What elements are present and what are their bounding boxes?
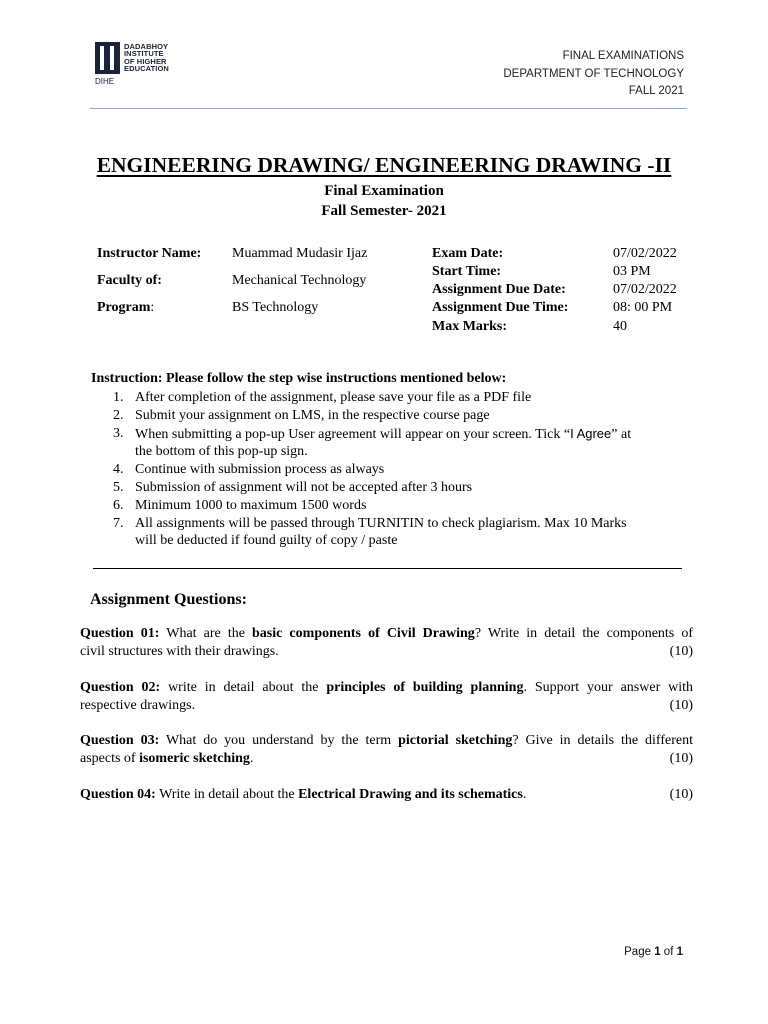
list-item: [113, 389, 693, 407]
question-line: Question 03: What do you understand by the term pictorial sketching? Give in details the different: [80, 733, 693, 748]
instructor-value: Muammad Mudasir Ijaz: [232, 246, 368, 261]
question-line: civil structures with their drawings. (10): [80, 644, 693, 659]
list-item-text: Continue with submission process as always: [135, 462, 385, 478]
faculty-value: Mechanical Technology: [232, 273, 367, 288]
list-item-text: Submission of assignment will not be accepted after 3 hours: [135, 479, 473, 495]
instructions-heading: Instruction: Please follow the step wise instructions mentioned below:: [91, 371, 507, 386]
list-item-number: 7.: [113, 515, 124, 531]
list-item-number: 6.: [113, 497, 124, 513]
section-divider: [93, 568, 682, 569]
due-time-label: Assignment Due Time:: [432, 300, 569, 315]
list-item-number: 5.: [113, 479, 124, 495]
list-item-text: All assignments will be passed through TURNITIN to check plagiarism. Max 10 Marks will be deducted if found guilty of copy / paste: [135, 515, 627, 549]
question-line: Question 04: Write in detail about the Electrical Drawing and its schematics. (10): [80, 787, 693, 802]
header-line-exams: FINAL EXAMINATIONS: [562, 50, 684, 62]
program-label: Program: [97, 300, 151, 315]
list-item-text: When submitting a pop-up User agreement will appear on your screen. Tick “I Agree” at the bottom of this pop-up sign.: [135, 425, 632, 460]
exam-date-label: Exam Date:: [432, 246, 504, 261]
question-04: [80, 786, 693, 804]
question-label: Question 01:: [80, 626, 160, 641]
question-02: [80, 679, 693, 715]
question-line: aspects of isomeric sketching. (10): [80, 751, 693, 766]
i-agree-label: I Agree: [570, 425, 612, 441]
exam-subtitle: Final Examination: [324, 183, 444, 199]
question-line: Question 02: write in detail about the principles of building planning. Support your answer with: [80, 680, 693, 695]
program-value: BS Technology: [232, 300, 319, 315]
faculty-label: Faculty of:: [97, 273, 162, 288]
max-marks-label: Max Marks:: [432, 319, 508, 334]
question-line: respective drawings. (10): [80, 698, 693, 713]
list-item-number: 3.: [113, 425, 124, 441]
header-line-department: DEPARTMENT OF TECHNOLOGY: [503, 67, 684, 80]
logo-abbreviation: DIHE: [95, 77, 115, 86]
max-marks-value: 40: [613, 319, 627, 334]
header-line-semester: FALL 2021: [628, 85, 684, 97]
question-label: Question 04:: [80, 787, 156, 802]
program-label-wrap: [97, 299, 154, 317]
instructions-list: [113, 389, 693, 550]
list-item-number: 1.: [113, 390, 124, 405]
question-marks: (10): [669, 698, 693, 713]
list-item: [113, 425, 693, 462]
assignment-questions-heading: Assignment Questions:: [90, 591, 247, 608]
list-item: [113, 497, 693, 515]
start-time-value: 03 PM: [613, 264, 651, 279]
list-item: [113, 461, 693, 479]
question-marks: (10): [669, 644, 693, 659]
list-item-text: Submit your assignment on LMS, in the respective course page: [135, 407, 490, 423]
document-title: ENGINEERING DRAWING/ ENGINEERING DRAWING -II: [96, 153, 672, 177]
list-item: [113, 407, 693, 425]
instructor-label: Instructor Name:: [97, 246, 202, 261]
question-marks: (10): [669, 751, 693, 766]
page-number: Page 1 of 1: [624, 946, 683, 958]
question-03: [80, 732, 693, 768]
due-date-label: Assignment Due Date:: [432, 282, 566, 297]
program-label-colon: :: [150, 300, 155, 315]
logo-wordmark: DADABHOY INSTITUTE OF HIGHER EDUCATION: [124, 42, 169, 74]
list-item-number: 4.: [113, 462, 124, 478]
due-date-value: 07/02/2022: [613, 282, 677, 297]
list-item: [113, 479, 693, 497]
list-item-text: Minimum 1000 to maximum 1500 words: [135, 497, 367, 513]
question-line: Question 01: What are the basic components of Civil Drawing? Write in detail the components of: [80, 626, 693, 641]
list-item-text: After completion of the assignment, please save your file as a PDF file: [135, 390, 532, 405]
question-label: Question 03:: [80, 733, 160, 748]
list-item: [113, 515, 693, 551]
header-info: [503, 48, 684, 101]
header-divider: [90, 108, 687, 109]
semester-subtitle: Fall Semester- 2021: [321, 203, 447, 219]
question-label: Question 02:: [80, 680, 161, 695]
start-time-label: Start Time:: [432, 264, 502, 279]
question-01: [80, 625, 693, 661]
list-item-number: 2.: [113, 407, 124, 423]
exam-date-value: 07/02/2022: [613, 246, 677, 261]
due-time-value: 08: 00 PM: [613, 300, 673, 315]
question-marks: (10): [669, 787, 693, 802]
